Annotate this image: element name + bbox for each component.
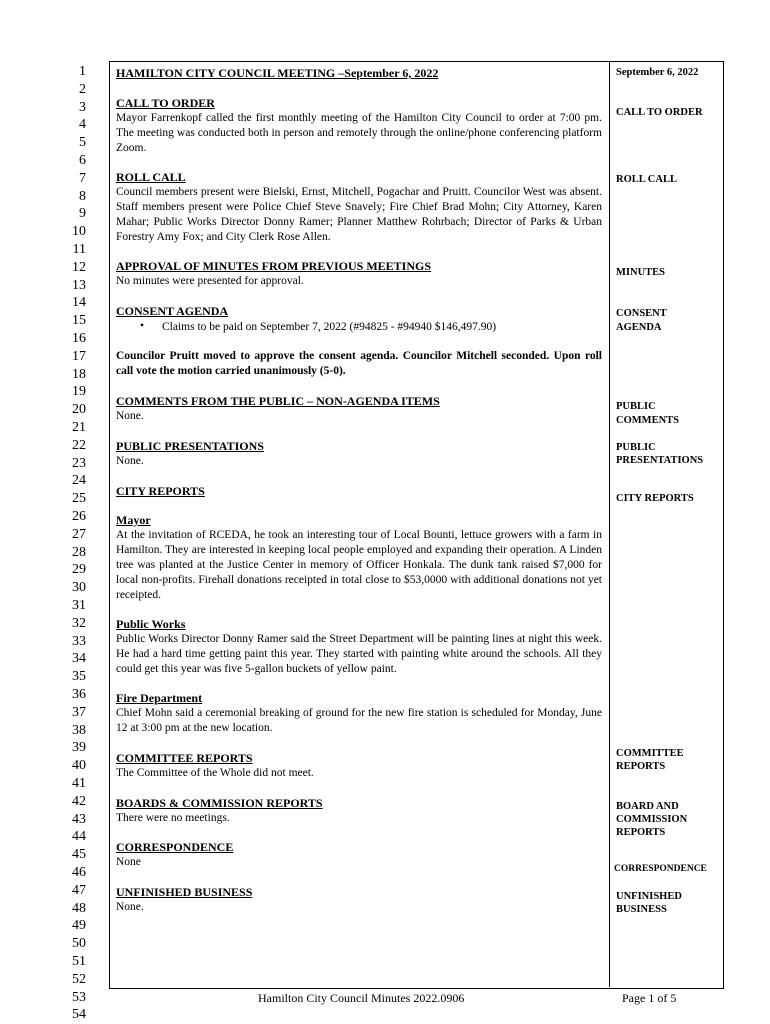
- side-call-to-order: CALL TO ORDER: [616, 107, 703, 118]
- line-number: 37: [72, 704, 86, 720]
- line-number: 18: [72, 366, 86, 382]
- line-number: 54: [72, 1007, 86, 1023]
- line-number: 45: [72, 847, 86, 863]
- line-number: 8: [79, 188, 86, 204]
- side-boards-line3: REPORTS: [616, 827, 666, 838]
- line-number: 33: [72, 633, 86, 649]
- line-number: 41: [72, 776, 86, 791]
- line-number: 29: [72, 562, 86, 578]
- city-reports-heading: CITY REPORTS: [116, 484, 205, 498]
- consent-item: Claims to be paid on September 7, 2022 (#94825 - #94940 $146,497.90): [162, 321, 497, 333]
- column-divider: [609, 61, 610, 987]
- line-number: 14: [72, 295, 86, 311]
- side-presentations-line2: PRESENTATIONS: [616, 455, 704, 466]
- line-number: 43: [72, 811, 86, 827]
- minutes-heading: APPROVAL OF MINUTES FROM PREVIOUS MEETINGS: [116, 259, 432, 273]
- line-number: 22: [72, 437, 86, 453]
- correspondence-heading: CORRESPONDENCE: [116, 840, 234, 854]
- line-number: 2: [79, 81, 86, 97]
- committee-reports-text: The Committee of the Whole did not meet.: [116, 767, 314, 779]
- call-to-order-heading: CALL TO ORDER: [116, 96, 215, 110]
- line-number: 9: [79, 206, 86, 222]
- line-number: 49: [72, 918, 86, 934]
- side-consent-line2: AGENDA: [616, 322, 662, 333]
- line-number: 42: [72, 793, 86, 809]
- line-number: 39: [72, 740, 86, 756]
- presentations-heading: PUBLIC PRESENTATIONS: [116, 439, 264, 453]
- side-unfinished-line2: BUSINESS: [616, 904, 667, 915]
- side-boards-line1: BOARD AND: [616, 801, 679, 812]
- meeting-title: HAMILTON CITY COUNCIL MEETING –September 6, 2022: [116, 66, 439, 80]
- side-unfinished-line1: UNFINISHED: [616, 891, 682, 902]
- side-public-comments-line1: PUBLIC: [616, 401, 656, 412]
- side-roll-call: ROLL CALL: [616, 174, 677, 185]
- line-number: 32: [72, 615, 86, 631]
- line-number: 44: [72, 829, 86, 845]
- line-number: 40: [72, 758, 86, 774]
- line-number: 27: [72, 526, 86, 542]
- footer-page-number: Page 1 of 5: [622, 991, 677, 1005]
- side-boards-line2: COMMISSION: [616, 814, 688, 825]
- line-number: 25: [72, 491, 86, 507]
- bullet-icon: •: [140, 320, 145, 332]
- consent-agenda-heading: CONSENT AGENDA: [116, 304, 229, 318]
- line-number: 52: [72, 971, 86, 987]
- line-number: 51: [72, 954, 86, 969]
- line-number: 4: [79, 117, 86, 133]
- side-public-comments-line2: COMMENTS: [616, 415, 679, 426]
- line-number: 11: [72, 242, 86, 257]
- roll-call-heading: ROLL CALL: [116, 170, 186, 184]
- line-number: 36: [72, 687, 86, 702]
- fire-department-report: Chief Mohn said a ceremonial breaking of ground for the new fire station is scheduled for Monday, June 12 at 3:00 pm at the new location.: [116, 707, 602, 734]
- side-committee-line2: REPORTS: [616, 761, 666, 772]
- line-number: 5: [79, 135, 86, 151]
- line-number: 17: [72, 348, 86, 364]
- presentations-text: None.: [116, 455, 144, 467]
- side-minutes: MINUTES: [616, 267, 666, 278]
- line-number: 7: [79, 170, 86, 186]
- consent-motion: Councilor Pruitt moved to approve the consent agenda. Councilor Mitchell seconded. Upon roll call vote the motion carried unanimously (5-0).: [116, 350, 602, 377]
- line-number: 34: [72, 651, 86, 667]
- fire-department-heading: Fire Department: [116, 691, 203, 705]
- mayor-report: At the invitation of RCEDA, he took an interesting tour of Local Bounti, lettuce growers with a farm in Hamilton. They are interested in keeping local people employed and expanding their operation. A Linden tree was planted at the Justice Center in memory of Officer Honkala. The dunk tank raised $7,000 for local non-profits. Firehall donations receipted in total close to $53,0000 with additional donations not yet receipted.: [116, 529, 602, 601]
- public-comments-heading: COMMENTS FROM THE PUBLIC – NON-AGENDA ITEMS: [116, 394, 440, 408]
- boards-heading: BOARDS & COMMISSION REPORTS: [116, 796, 323, 810]
- line-number: 10: [72, 224, 86, 240]
- line-number: 15: [72, 313, 86, 329]
- line-number: 47: [72, 882, 86, 898]
- line-number: 53: [72, 989, 86, 1005]
- line-number: 26: [72, 509, 86, 524]
- public-comments-text: None.: [116, 410, 144, 422]
- unfinished-text: None.: [116, 901, 144, 913]
- line-number: 31: [72, 598, 86, 613]
- call-to-order-text: Mayor Farrenkopf called the first monthly meeting of the Hamilton City Council to order at 7:00 pm. The meeting was conducted both in person and remotely through the online/phone conferencing platform Zoom.: [116, 112, 602, 154]
- mayor-heading: Mayor: [116, 513, 151, 527]
- line-number: 38: [72, 722, 86, 738]
- public-works-report: Public Works Director Donny Ramer said the Street Department will be painting lines at night this week. He had a hard time getting paint this year. They started with painting white around the schools. All they could get this year was five 5-gallon buckets of yellow paint.: [116, 633, 602, 675]
- line-number: 28: [72, 544, 86, 560]
- line-number: 19: [72, 384, 86, 400]
- line-number: 48: [72, 900, 86, 916]
- public-works-heading: Public Works: [116, 617, 186, 631]
- boards-text: There were no meetings.: [116, 812, 230, 824]
- line-number: 21: [72, 420, 86, 435]
- line-number: 16: [72, 331, 86, 346]
- unfinished-heading: UNFINISHED BUSINESS: [116, 885, 253, 899]
- correspondence-text: None: [116, 856, 141, 868]
- line-number: 1: [79, 64, 86, 79]
- line-number: 13: [72, 277, 86, 293]
- committee-reports-heading: COMMITTEE REPORTS: [116, 751, 253, 765]
- line-number: 23: [72, 455, 86, 471]
- line-number: 50: [72, 936, 86, 952]
- line-number: 30: [72, 580, 86, 596]
- line-number: 6: [79, 153, 86, 168]
- line-number: 46: [72, 865, 86, 880]
- side-presentations-line1: PUBLIC: [616, 442, 656, 453]
- line-number: 12: [72, 259, 86, 275]
- roll-call-text: Council members present were Bielski, Ernst, Mitchell, Pogachar and Pruitt. Councilor West was absent. Staff members present were Police Chief Steve Snavely; Fire Chief Brad Mohn; City Attorney, Karen Mahar; Public Works Director Donny Ramer; Planner Matthew Rohrbach; Director of Parks & Urban Forestry Amy Fox; and City Clerk Rose Allen.: [116, 186, 602, 243]
- side-consent-line1: CONSENT: [616, 308, 667, 319]
- minutes-text: No minutes were presented for approval.: [116, 275, 304, 287]
- side-committee-line1: COMMITTEE: [616, 748, 684, 759]
- side-correspondence: CORRESPONDENCE: [614, 864, 707, 874]
- line-number: 3: [79, 99, 86, 115]
- line-number: 35: [72, 669, 86, 685]
- side-date: September 6, 2022: [616, 67, 699, 78]
- line-number: 24: [72, 473, 86, 489]
- side-city-reports: CITY REPORTS: [616, 493, 694, 504]
- line-number: 20: [72, 402, 86, 418]
- line-number-gutter: [0, 0, 100, 1024]
- footer-document-name: Hamilton City Council Minutes 2022.0906: [258, 991, 465, 1005]
